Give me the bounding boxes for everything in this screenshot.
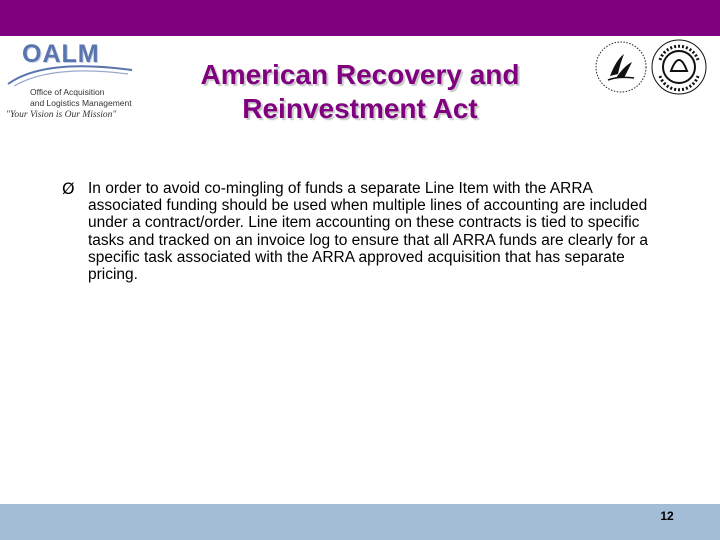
hhs-seal-icon	[594, 40, 648, 94]
page-number: 12	[660, 509, 674, 523]
logo-line-1: Office of Acquisition	[30, 87, 105, 97]
slide-title-line-1: American Recovery and	[200, 59, 520, 90]
logo-line-2: and Logistics Management	[30, 98, 132, 108]
bullet-text: In order to avoid co-mingling of funds a separate Line Item with the ARRA associated funding should be used when multiple lines of accounting are included under a contract/order. Line item accounting on these contracts is tied to specific tasks and tracked on an invoice log to ensure that all ARRA funds are clearly for a specific task associated with the ARRA approved acquisition that has separate pricing.	[88, 180, 649, 284]
top-banner-bar	[0, 0, 720, 36]
bullet-arrow-icon: Ø	[62, 179, 75, 198]
slide-title-line-2: Reinvestment Act	[242, 93, 478, 124]
footer-bar	[0, 504, 720, 540]
nih-seal-icon	[650, 38, 708, 96]
logo-tagline: "Your Vision is Our Mission"	[6, 110, 117, 120]
slide-title	[150, 58, 570, 126]
oalm-logo	[2, 38, 134, 124]
logo-wordmark: OALM	[22, 40, 100, 68]
